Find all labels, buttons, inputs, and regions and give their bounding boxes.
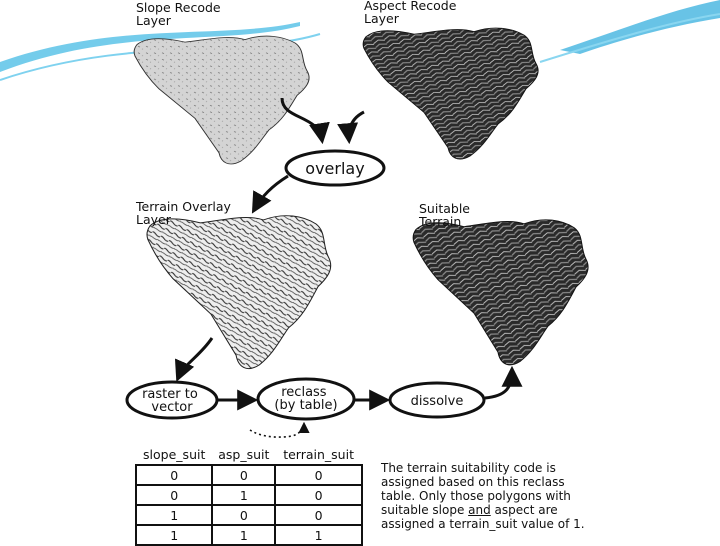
note-line: The terrain suitability code is — [381, 461, 556, 475]
terrain-overlay-label: Terrain Overlay Layer — [136, 199, 231, 227]
table-cell: 1 — [275, 525, 362, 545]
svg-text:overlay: overlay — [305, 159, 365, 178]
table-row — [136, 525, 362, 545]
note-line: assigned a terrain_suit value of 1. — [381, 517, 585, 531]
table-cell: 1 — [212, 485, 275, 505]
suitable-terrain-map — [413, 220, 588, 365]
raster-to-vector-node — [127, 382, 217, 418]
table-row — [136, 485, 362, 505]
note-line: assigned based on this reclass — [381, 475, 565, 489]
dissolve-node — [390, 383, 484, 417]
arrow-dissolve-to-suitable — [485, 370, 512, 398]
overlay-node — [286, 151, 384, 185]
reclass-explanation-note — [381, 461, 601, 531]
note-text: aspect are — [490, 503, 558, 517]
table-cell: 0 — [275, 485, 362, 505]
slide-decoration — [0, 0, 720, 80]
svg-text:raster to vector: raster to vector — [142, 387, 198, 415]
arrow-aspect-to-overlay — [349, 112, 364, 140]
table-cell: 0 — [275, 465, 362, 485]
arrow-terrain-to-raster — [178, 338, 212, 378]
table-cell: 0 — [212, 465, 275, 485]
note-line: table. Only those polygons with — [381, 489, 571, 503]
table-header-row — [136, 447, 362, 465]
table-cell: 1 — [136, 505, 212, 525]
table-cell: 1 — [212, 525, 275, 545]
note-emphasis: and — [468, 503, 491, 517]
aspect-recode-map — [363, 28, 538, 159]
table-cell: 1 — [136, 525, 212, 545]
note-text: suitable slope — [381, 503, 469, 517]
terrain-overlay-map — [147, 216, 331, 369]
table-cell: 0 — [136, 485, 212, 505]
note-line — [381, 503, 601, 517]
header-slope-suit: slope_suit — [143, 447, 206, 462]
svg-text:reclass (by table): reclass (by table) — [274, 385, 338, 413]
arrow-overlay-to-terrain — [254, 176, 288, 210]
arrow-table-to-reclass — [250, 424, 304, 437]
suitable-terrain-label: Suitable Terrain — [419, 201, 470, 229]
table-cell: 0 — [275, 505, 362, 525]
reclass-table — [135, 447, 363, 546]
svg-text:dissolve: dissolve — [410, 394, 464, 409]
table-row — [136, 465, 362, 485]
reclass-node — [258, 379, 354, 419]
header-asp-suit: asp_suit — [218, 447, 270, 462]
slope-recode-label: Slope Recode Layer — [136, 0, 221, 28]
table-cell: 0 — [212, 505, 275, 525]
table-row — [136, 505, 362, 525]
table-cell: 0 — [136, 465, 212, 485]
aspect-recode-label: Aspect Recode Layer — [364, 0, 457, 26]
header-terrain-suit: terrain_suit — [283, 447, 354, 462]
